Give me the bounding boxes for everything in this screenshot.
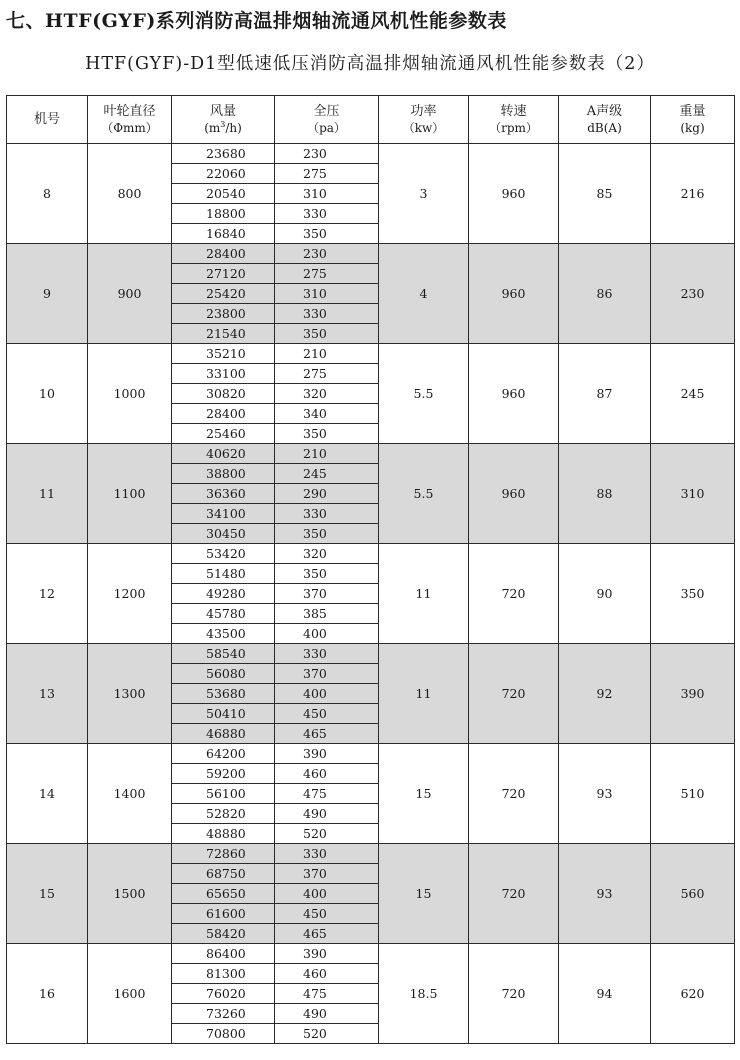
cell-pressure: 460 (275, 964, 379, 984)
cell-model: 13 (7, 644, 88, 744)
cell-airflow: 53680 (172, 684, 275, 704)
header-total-pressure: 全压 （pa） (275, 96, 379, 144)
cell-airflow: 28400 (172, 404, 275, 424)
cell-airflow: 46880 (172, 724, 275, 744)
cell-airflow: 25460 (172, 424, 275, 444)
cell-airflow: 61600 (172, 904, 275, 924)
cell-pressure: 460 (275, 764, 379, 784)
cell-pressure: 350 (275, 564, 379, 584)
cell-pressure: 230 (275, 144, 379, 164)
cell-pressure: 490 (275, 1004, 379, 1024)
cell-airflow: 81300 (172, 964, 275, 984)
cell-power: 5.5 (379, 444, 469, 544)
cell-pressure: 330 (275, 304, 379, 324)
cell-speed: 720 (469, 844, 559, 944)
table-header-row (7, 96, 735, 144)
cell-airflow: 33100 (172, 364, 275, 384)
cell-noise-level: 86 (559, 244, 651, 344)
cell-impeller-diameter: 1000 (88, 344, 172, 444)
fan-spec-table (6, 95, 735, 1044)
cell-pressure: 475 (275, 984, 379, 1004)
cell-airflow: 30820 (172, 384, 275, 404)
cell-pressure: 450 (275, 704, 379, 724)
cell-noise-level: 88 (559, 444, 651, 544)
cell-power: 15 (379, 844, 469, 944)
cell-airflow: 56100 (172, 784, 275, 804)
cell-impeller-diameter: 900 (88, 244, 172, 344)
cell-airflow: 18800 (172, 204, 275, 224)
cell-pressure: 230 (275, 244, 379, 264)
cell-power: 11 (379, 544, 469, 644)
cell-power: 11 (379, 644, 469, 744)
cell-noise-level: 90 (559, 544, 651, 644)
cell-pressure: 400 (275, 884, 379, 904)
cell-airflow: 53420 (172, 544, 275, 564)
cell-weight: 560 (651, 844, 735, 944)
cell-impeller-diameter: 1100 (88, 444, 172, 544)
cell-weight: 310 (651, 444, 735, 544)
cell-model: 10 (7, 344, 88, 444)
cell-model: 15 (7, 844, 88, 944)
cell-speed: 960 (469, 144, 559, 244)
cell-pressure: 350 (275, 524, 379, 544)
cell-weight: 245 (651, 344, 735, 444)
cell-pressure: 210 (275, 444, 379, 464)
cell-pressure: 290 (275, 484, 379, 504)
cell-airflow: 65650 (172, 884, 275, 904)
cell-impeller-diameter: 1300 (88, 644, 172, 744)
cell-pressure: 450 (275, 904, 379, 924)
cell-pressure: 310 (275, 184, 379, 204)
cell-speed: 960 (469, 344, 559, 444)
cell-airflow: 20540 (172, 184, 275, 204)
cell-pressure: 330 (275, 504, 379, 524)
cell-weight: 230 (651, 244, 735, 344)
cell-pressure: 370 (275, 584, 379, 604)
cell-pressure: 245 (275, 464, 379, 484)
cell-noise-level: 93 (559, 844, 651, 944)
table-row (7, 944, 735, 964)
header-speed: 转速 （rpm） (469, 96, 559, 144)
cell-model: 11 (7, 444, 88, 544)
cell-noise-level: 93 (559, 744, 651, 844)
cell-airflow: 28400 (172, 244, 275, 264)
cell-pressure: 390 (275, 944, 379, 964)
cell-airflow: 48880 (172, 824, 275, 844)
cell-model: 16 (7, 944, 88, 1044)
cell-airflow: 51480 (172, 564, 275, 584)
cell-pressure: 320 (275, 384, 379, 404)
cell-weight: 350 (651, 544, 735, 644)
cell-airflow: 50410 (172, 704, 275, 724)
cell-weight: 620 (651, 944, 735, 1044)
cell-impeller-diameter: 800 (88, 144, 172, 244)
cell-noise-level: 87 (559, 344, 651, 444)
cell-airflow: 86400 (172, 944, 275, 964)
cell-pressure: 400 (275, 684, 379, 704)
cell-model: 8 (7, 144, 88, 244)
cell-pressure: 490 (275, 804, 379, 824)
cell-airflow: 43500 (172, 624, 275, 644)
cell-pressure: 275 (275, 164, 379, 184)
header-impeller-diameter: 叶轮直径 （Φmm） (88, 96, 172, 144)
cell-power: 18.5 (379, 944, 469, 1044)
cell-pressure: 330 (275, 204, 379, 224)
table-row (7, 644, 735, 664)
table-row (7, 344, 735, 364)
cell-noise-level: 92 (559, 644, 651, 744)
cell-airflow: 38800 (172, 464, 275, 484)
cell-pressure: 520 (275, 824, 379, 844)
cell-airflow: 34100 (172, 504, 275, 524)
cell-airflow: 70800 (172, 1024, 275, 1044)
cell-speed: 720 (469, 544, 559, 644)
cell-impeller-diameter: 1200 (88, 544, 172, 644)
cell-airflow: 64200 (172, 744, 275, 764)
cell-pressure: 310 (275, 284, 379, 304)
cell-pressure: 370 (275, 664, 379, 684)
cell-noise-level: 94 (559, 944, 651, 1044)
cell-speed: 720 (469, 944, 559, 1044)
cell-impeller-diameter: 1600 (88, 944, 172, 1044)
cell-airflow: 58540 (172, 644, 275, 664)
cell-airflow: 27120 (172, 264, 275, 284)
cell-airflow: 23800 (172, 304, 275, 324)
cell-pressure: 330 (275, 644, 379, 664)
table-subtitle: HTF(GYF)-D1型低速低压消防高温排烟轴流通风机性能参数表（2） (85, 54, 655, 74)
cell-model: 14 (7, 744, 88, 844)
cell-airflow: 23680 (172, 144, 275, 164)
header-noise-level: A声级 dB(A) (559, 96, 651, 144)
cell-model: 12 (7, 544, 88, 644)
cell-airflow: 68750 (172, 864, 275, 884)
cell-pressure: 370 (275, 864, 379, 884)
cell-airflow: 76020 (172, 984, 275, 1004)
cell-noise-level: 85 (559, 144, 651, 244)
header-model: 机号 (7, 96, 88, 144)
cell-airflow: 73260 (172, 1004, 275, 1024)
cell-speed: 720 (469, 644, 559, 744)
cell-pressure: 475 (275, 784, 379, 804)
cell-pressure: 465 (275, 724, 379, 744)
cell-pressure: 275 (275, 364, 379, 384)
cell-impeller-diameter: 1500 (88, 844, 172, 944)
cell-airflow: 40620 (172, 444, 275, 464)
cell-pressure: 330 (275, 844, 379, 864)
cell-pressure: 400 (275, 624, 379, 644)
table-row (7, 544, 735, 564)
cell-airflow: 16840 (172, 224, 275, 244)
table-row (7, 844, 735, 864)
cell-power: 5.5 (379, 344, 469, 444)
cell-airflow: 58420 (172, 924, 275, 944)
cell-pressure: 385 (275, 604, 379, 624)
cell-airflow: 52820 (172, 804, 275, 824)
table-row (7, 244, 735, 264)
cell-pressure: 320 (275, 544, 379, 564)
cell-weight: 390 (651, 644, 735, 744)
cell-airflow: 36360 (172, 484, 275, 504)
cell-impeller-diameter: 1400 (88, 744, 172, 844)
cell-airflow: 35210 (172, 344, 275, 364)
cell-airflow: 21540 (172, 324, 275, 344)
cell-pressure: 350 (275, 224, 379, 244)
cell-pressure: 520 (275, 1024, 379, 1044)
cell-airflow: 22060 (172, 164, 275, 184)
cell-airflow: 72860 (172, 844, 275, 864)
table-row (7, 744, 735, 764)
table-row (7, 444, 735, 464)
cell-pressure: 275 (275, 264, 379, 284)
header-airflow: 风量 $(m^3/h)$ (172, 96, 275, 144)
cell-pressure: 210 (275, 344, 379, 364)
cell-speed: 960 (469, 444, 559, 544)
cell-speed: 960 (469, 244, 559, 344)
cell-model: 9 (7, 244, 88, 344)
cell-power: 4 (379, 244, 469, 344)
cell-pressure: 350 (275, 324, 379, 344)
header-power: 功率 （kw） (379, 96, 469, 144)
cell-airflow: 25420 (172, 284, 275, 304)
table-row (7, 144, 735, 164)
cell-power: 15 (379, 744, 469, 844)
header-weight: 重量 (kg) (651, 96, 735, 144)
cell-airflow: 45780 (172, 604, 275, 624)
section-title: 七、HTF(GYF)系列消防高温排烟轴流通风机性能参数表 (6, 10, 507, 32)
cell-pressure: 390 (275, 744, 379, 764)
cell-airflow: 59200 (172, 764, 275, 784)
table-body (7, 144, 735, 1044)
cell-airflow: 30450 (172, 524, 275, 544)
cell-speed: 720 (469, 744, 559, 844)
cell-weight: 216 (651, 144, 735, 244)
cell-pressure: 340 (275, 404, 379, 424)
cell-weight: 510 (651, 744, 735, 844)
cell-airflow: 49280 (172, 584, 275, 604)
cell-airflow: 56080 (172, 664, 275, 684)
cell-pressure: 350 (275, 424, 379, 444)
cell-power: 3 (379, 144, 469, 244)
cell-pressure: 465 (275, 924, 379, 944)
